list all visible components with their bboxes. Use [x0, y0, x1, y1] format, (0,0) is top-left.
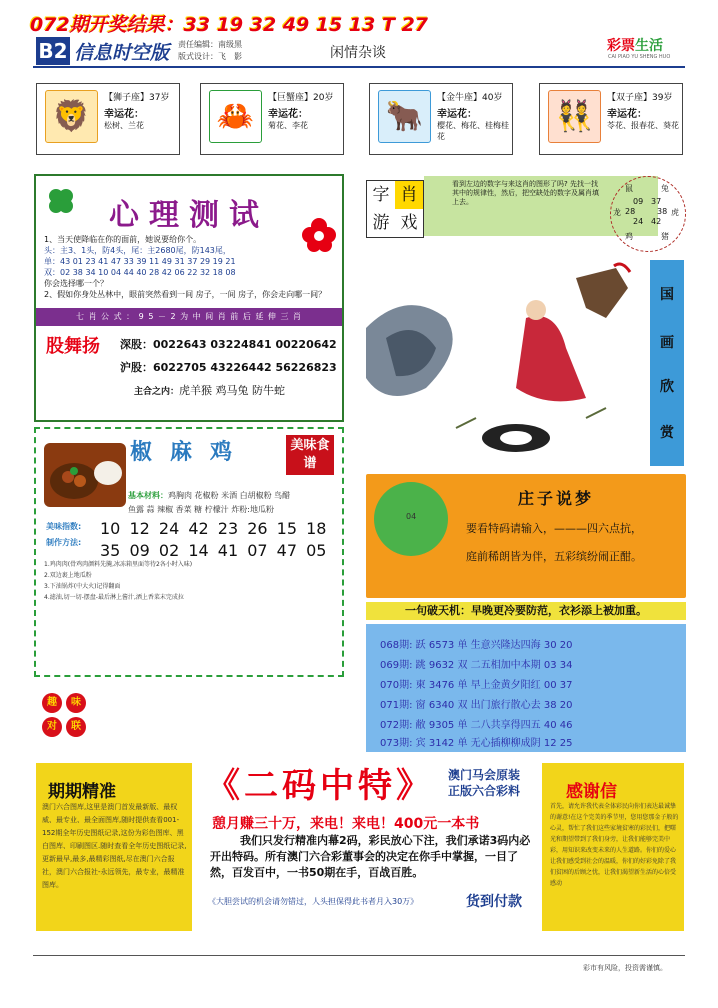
word-game [366, 176, 606, 242]
zodiac-name: 【狮子座】37岁 [104, 93, 170, 103]
ad-left-title: 期期精准 [48, 782, 116, 802]
zodiac-flowers: 松树、兰花 [104, 121, 144, 130]
ingredients-label: 基本材料： [128, 491, 168, 500]
zodiac-flowers: 苓花、报春花、葵花 [607, 121, 679, 130]
editor-line: 责任编辑：南级黑 [178, 40, 242, 49]
word-game-char: 游 [372, 213, 390, 233]
history-row: 071期: 窗 6340 双 出门旅行散心去 38 20 [380, 700, 573, 711]
zodiac-luck-label: 幸运花： [437, 109, 477, 120]
ingredients-aux: 鱼露 蒜 辣椒 香菜 糖 柠檬汁 炸粉:地瓜粉 [128, 505, 274, 514]
dish-icon [44, 443, 126, 507]
zodiac-luck-label: 幸运花： [104, 109, 144, 120]
zodiac-flowers: 菊花、李花 [268, 121, 308, 130]
zhuangzi-title: 庄子说梦 [518, 489, 595, 508]
ingredients-main: 鸡胸肉 花椒粉 米酒 白胡椒粉 鸟醋 [168, 491, 291, 500]
chinese-painting [366, 258, 686, 458]
recipe-badge: 美味食谱 [286, 435, 334, 475]
crab-icon: 🦀 [209, 90, 262, 143]
brand-logo-b: 生活 [635, 38, 663, 54]
footer-divider [33, 955, 685, 956]
lantern-icon: 味 [66, 693, 86, 713]
hint-bar: 一句破天机：早晚更冷要防范，衣衫添上被加重。 [366, 602, 686, 620]
paper-title: 信息时空版 [74, 42, 170, 64]
history-row: 069期: 跳 9632 双 二五相加中本期 03 34 [380, 660, 573, 671]
wheel-label: 兔 [661, 184, 669, 193]
cod-label: 货到付款 [466, 894, 522, 910]
psych-title: 心理测试 [109, 198, 269, 233]
ad-footnote: 《大胆尝试的机会请勿错过，人头担保得此书者月入30万》 [208, 897, 419, 906]
psych-single-line: 单：43 01 23 41 47 33 39 11 49 31 37 29 19 21 [44, 257, 236, 266]
history-list [366, 624, 686, 752]
wheel-label: 鸡 [625, 232, 633, 241]
zodiac-name: 【金牛座】40岁 [437, 93, 503, 103]
painting-title-bar [648, 258, 686, 468]
tasty-index-label: 美味指数: [46, 522, 82, 531]
ad-price-line: 憩月赚三十万，来电！来电！400元一本书 [212, 816, 480, 832]
zodiac-card-cancer [200, 83, 344, 155]
main-combo-line [134, 382, 285, 398]
page-code: B2 [36, 37, 70, 65]
method-label: 制作方法: [46, 538, 82, 547]
lottery-result-line: 072期开奖结果：33 19 32 49 15 13 T 27 [30, 14, 429, 36]
zodiac-flowers: 樱花、梅花、桂梅桂花 [437, 121, 509, 141]
history-row: 068期: 跃 6573 单 生意兴隆达四海 30 20 [380, 640, 573, 651]
zhuangzi-box [366, 474, 686, 598]
ad-left-panel [36, 763, 192, 931]
wheel-label: 24 [633, 217, 644, 226]
ad-body: 我们只发行精准内幕2码，彩民放心下注，我们承诺3码内必开出特码。所有澳门六合彩董事会的决定在你手中掌握，一目了然，百发百中，一书50期在手，百战百胜。 [210, 834, 531, 879]
brand-logo [607, 35, 663, 55]
wheel-label: 龙 [613, 208, 621, 217]
section-title: 闲情杂谈 [330, 45, 386, 61]
painting-image [366, 258, 656, 458]
recipe-step: 2.双边裹上地瓜粉 [44, 572, 92, 579]
painting-title-char: 国 [660, 287, 674, 303]
psych-question-2: 2、假如你身处丛林中，眼前突然看到一间 房子，一间 房子，你会走向哪一间？ [44, 290, 327, 299]
word-game-char: 戏 [400, 213, 418, 233]
lantern-icon: 联 [66, 717, 86, 737]
word-game-char: 字 [372, 185, 390, 205]
ad-sub-1: 澳门马会原装 [448, 768, 521, 782]
sz-value: 0022643 03224841 00220642 [153, 338, 337, 351]
wheel-label: 09 [633, 197, 644, 206]
ad-center-subtitle [448, 767, 520, 799]
recipe-step: 3.下油锅炸(中大火)记得翻面 [44, 583, 121, 590]
wheel-label: 37 [651, 197, 662, 206]
tasty-index-values: 10 12 24 42 23 26 15 18 [100, 519, 327, 538]
zodiac-name: 【双子座】39岁 [607, 93, 673, 103]
thank-you-title: 感谢信 [566, 782, 617, 802]
recipe-steps [44, 559, 192, 603]
history-row: 070期: 柬 3476 单 早上金黄夕阳红 00 37 [380, 680, 573, 691]
sh-label: 沪股： [120, 361, 153, 374]
word-game-char: 肖 [395, 181, 423, 209]
method-values: 35 09 02 14 41 07 47 05 [100, 541, 327, 560]
lion-icon: 🦁 [45, 90, 98, 143]
word-game-text: 看到左边的数字与来这肖的图形了吗? 先找一找其中的规律性，然后，把空缺处的数字及属肖填上去。 [452, 180, 599, 206]
recipe-step: 1.鸡肉肉(骨鸡肉颜料先腌,冰冻箱里面等待2各小时入味) [44, 561, 193, 568]
zodiac-card-leo [36, 83, 180, 155]
psych-double-line: 双：02 38 34 10 04 44 40 28 42 06 22 32 18 08 [44, 268, 236, 277]
disclaimer: 彩市有风险，投资需谨慎。 [583, 964, 667, 972]
wheel-label: 38 [657, 207, 668, 216]
sh-stock-line [120, 359, 337, 375]
ad-center-panel [198, 763, 538, 931]
psych-test-box [34, 174, 344, 422]
main-value: 虎羊猴 鸡马兔 防牛蛇 [179, 384, 286, 397]
zodiac-name: 【巨蟹座】20岁 [268, 93, 334, 103]
wheel-label: 鼠 [625, 184, 633, 193]
lantern-icon: 趣 [42, 693, 62, 713]
painting-title-char: 赏 [660, 425, 674, 441]
editor-credits [178, 39, 242, 63]
bull-icon: 🐂 [378, 90, 431, 143]
zodiac-card-taurus [369, 83, 513, 155]
brand-subtitle: CAI PIAO YU SHENG HUO [608, 54, 671, 60]
dish-photo [44, 443, 126, 507]
painting-title-char: 画 [660, 335, 674, 351]
twins-icon: 👯 [548, 90, 601, 143]
ad-sub-2: 正版六合彩料 [448, 784, 521, 798]
recipe-title: 椒麻鸡 [130, 440, 251, 465]
sh-value: 6022705 43226442 56226823 [153, 361, 337, 374]
zhuangzi-line-1: 要看特码请输入，———四六点抗， [466, 522, 642, 535]
word-game-grid [366, 180, 424, 238]
leaf-number: 04 [406, 512, 417, 521]
stock-logo: 股舞扬 [46, 336, 100, 357]
recipe-box [34, 427, 344, 677]
ad-center-title: 《二码中特》 [206, 766, 434, 806]
ad-right-panel [542, 763, 684, 931]
lantern-icon: 对 [42, 717, 62, 737]
ad-banner [36, 763, 684, 931]
brand-logo-a: 彩票 [607, 38, 635, 54]
couplet-lanterns [40, 693, 90, 741]
thank-you-text: 首先，请允许我代表全体彩民向你们表达最诚挚的谢意!在这个完美的季节里，您用您那金子般的心灵，帮忙了我们这些家境贫寒的彩民们，把曙光和期望带到了我们身旁，让我们能够完美中彩，用知识来改变未来的人生道路。你们的爱心让我们感受到社会的温暖，你们的好彩免除了我们贫困的后顾之忧，让我们渴望新生活的心倍受感动 [550, 803, 679, 887]
zodiac-luck-label: 幸运花： [607, 109, 647, 120]
main-label: 主合之内： [134, 387, 180, 397]
wheel-label: 28 [625, 207, 636, 216]
psych-body [44, 234, 339, 300]
wheel-label: 虎 [671, 208, 679, 217]
wheel-label: 猪 [661, 232, 669, 241]
psych-head-line: 头：主3、1头，防4头，尾：主2680尾，防143尾， [44, 246, 231, 255]
psych-choose: 你会选择哪一个？ [44, 279, 108, 288]
sz-stock-line [120, 336, 337, 352]
zodiac-card-gemini [539, 83, 683, 155]
zodiac-luck-label: 幸运花： [268, 109, 308, 120]
psych-question-1: 1、当天使降临在你的面前，她说要给你个。 [44, 235, 202, 244]
ad-left-text: 澳门六合图库,这里是澳门首发最新版、最权威、最专业、最全面图库,随时提供查看001-152期全年历史图纸记录,这份为彩色图库、黑白图库、印刷图区.随时查看全年历史图纸记录,更新最早,最多,最精彩图纸,尽在澳门六合报社，澳门六合报社-永远领先，最专业，最精准图库。 [42, 803, 187, 889]
recipe-step: 4.滤油,切一切-摆盘-最后淋上酱汁,洒上香菜末完成拉 [44, 594, 184, 601]
ingredients [128, 489, 338, 517]
sz-label: 深股： [120, 338, 153, 351]
zodiac-wheel [610, 176, 686, 252]
formula-bar: 七 肖 公 式 ： 9 5 － 2 为 中 间 肖 前 后 延 伸 三 肖 [36, 308, 342, 326]
history-row: 073期: 宾 3142 单 无心插柳柳成阴 12 25 [380, 738, 573, 749]
wheel-label: 42 [651, 217, 662, 226]
header-divider [33, 66, 685, 68]
painting-title-char: 欣 [660, 379, 674, 395]
designer-line: 版式设计：飞 影 [178, 52, 242, 61]
history-row: 072期: 敝 9305 单 二八共享得四五 40 46 [380, 720, 573, 731]
zhuangzi-line-2: 庭前稀朗皆为伴，五彩缤纷闹正酣。 [466, 550, 642, 563]
